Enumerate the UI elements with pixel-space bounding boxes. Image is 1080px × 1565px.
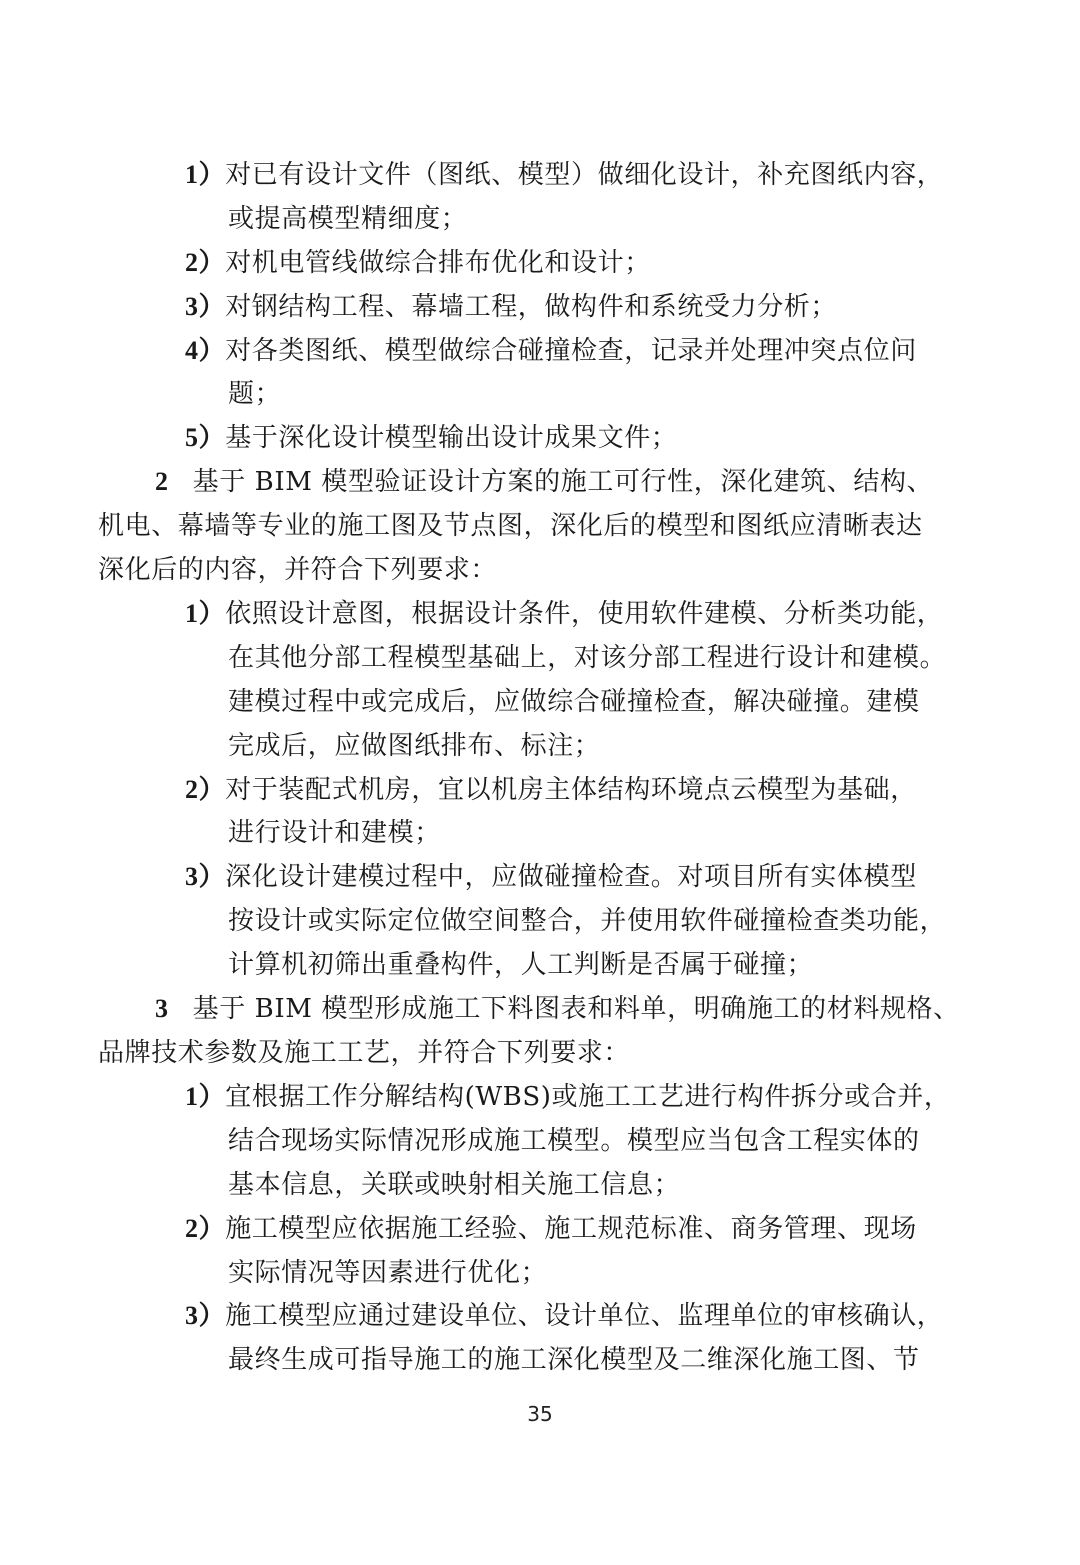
item-number: 3） [185, 862, 226, 891]
item-number: 3） [185, 292, 226, 321]
line-text: 宜根据工作分解结构(WBS)或施工工艺进行构件拆分或合并， [225, 1082, 951, 1112]
item-number: 4） [185, 336, 226, 365]
list-item-line [228, 643, 946, 673]
list-item-line [228, 204, 467, 234]
clause-line [155, 994, 960, 1024]
clause-line [98, 1038, 630, 1068]
item-number: 1） [185, 599, 226, 628]
list-item-line [228, 1170, 680, 1200]
item-number: 2） [185, 775, 226, 804]
line-text: 结合现场实际情况形成施工模型。模型应当包含工程实体的 [228, 1126, 920, 1156]
list-item-line [185, 1214, 917, 1244]
line-text: 或提高模型精细度； [228, 204, 468, 234]
line-text: 基本信息，关联或映射相关施工信息； [228, 1170, 681, 1200]
clause-line [98, 555, 497, 585]
line-text: 品牌技术参数及施工工艺，并符合下列要求： [98, 1038, 631, 1068]
line-text: 机电、幕墙等专业的施工图及节点图，深化后的模型和图纸应清晰表达 [98, 511, 923, 541]
item-number: 3 [155, 994, 169, 1023]
line-text: 基于 BIM 模型验证设计方案的施工可行性，深化建筑、结构、 [192, 467, 934, 497]
line-text: 对钢结构工程、幕墙工程，做构件和系统受力分析； [225, 292, 838, 322]
item-number: 2） [185, 1214, 226, 1243]
list-item-line [185, 775, 917, 805]
line-text: 题； [228, 379, 282, 409]
line-text: 依照设计意图，根据设计条件，使用软件建模、分析类功能， [225, 599, 944, 629]
clause-line [98, 511, 923, 541]
list-item-line [228, 1345, 920, 1375]
item-number: 3） [185, 1301, 226, 1330]
line-text: 实际情况等因素进行优化； [228, 1258, 548, 1288]
list-item-line [185, 336, 917, 366]
line-text: 在其他分部工程模型基础上，对该分部工程进行设计和建模。 [228, 643, 947, 673]
line-text: 对各类图纸、模型做综合碰撞检查，记录并处理冲突点位问 [225, 336, 917, 366]
line-text: 进行设计和建模； [228, 818, 441, 848]
line-text: 基于深化设计模型输出设计成果文件； [225, 423, 678, 453]
clause-line [155, 467, 933, 497]
line-text: 基于 BIM 模型形成施工下料图表和料单，明确施工的材料规格、 [192, 994, 960, 1024]
item-number: 2） [185, 248, 226, 277]
line-text: 对已有设计文件（图纸、模型）做细化设计，补充图纸内容， [225, 160, 944, 190]
line-text: 完成后，应做图纸排布、标注； [228, 731, 601, 761]
list-item-line [228, 906, 946, 936]
line-text: 施工模型应通过建设单位、设计单位、监理单位的审核确认， [225, 1301, 944, 1331]
list-item-line [185, 292, 837, 322]
line-text: 计算机初筛出重叠构件，人工判断是否属于碰撞； [228, 950, 814, 980]
list-item-line [228, 950, 813, 980]
list-item-line [185, 599, 943, 629]
line-text: 最终生成可指导施工的施工深化模型及二维深化施工图、节 [228, 1345, 920, 1375]
item-number: 1） [185, 160, 226, 189]
list-item-line [185, 1082, 951, 1112]
item-number: 2 [155, 467, 169, 496]
item-number: 5） [185, 423, 226, 452]
line-text: 建模过程中或完成后，应做综合碰撞检查，解决碰撞。建模 [228, 687, 920, 717]
line-text: 对机电管线做综合排布优化和设计； [225, 248, 651, 278]
line-text: 对于装配式机房，宜以机房主体结构环境点云模型为基础， [225, 775, 917, 805]
page-number: 35 [527, 1402, 553, 1426]
list-item-line [185, 423, 677, 453]
line-text: 按设计或实际定位做空间整合，并使用软件碰撞检查类功能， [228, 906, 947, 936]
list-item-line [185, 1301, 943, 1331]
list-item-line [185, 862, 917, 892]
line-text: 深化后的内容，并符合下列要求： [98, 555, 498, 585]
list-item-line [185, 248, 651, 278]
list-item-line [185, 160, 943, 190]
item-number: 1） [185, 1082, 226, 1111]
list-item-line [228, 731, 600, 761]
list-item-line [228, 1126, 920, 1156]
list-item-line [228, 687, 920, 717]
list-item-line [228, 818, 441, 848]
list-item-line [228, 1258, 547, 1288]
line-text: 施工模型应依据施工经验、施工规范标准、商务管理、现场 [225, 1214, 917, 1244]
line-text: 深化设计建模过程中，应做碰撞检查。对项目所有实体模型 [225, 862, 917, 892]
list-item-line [228, 379, 281, 409]
